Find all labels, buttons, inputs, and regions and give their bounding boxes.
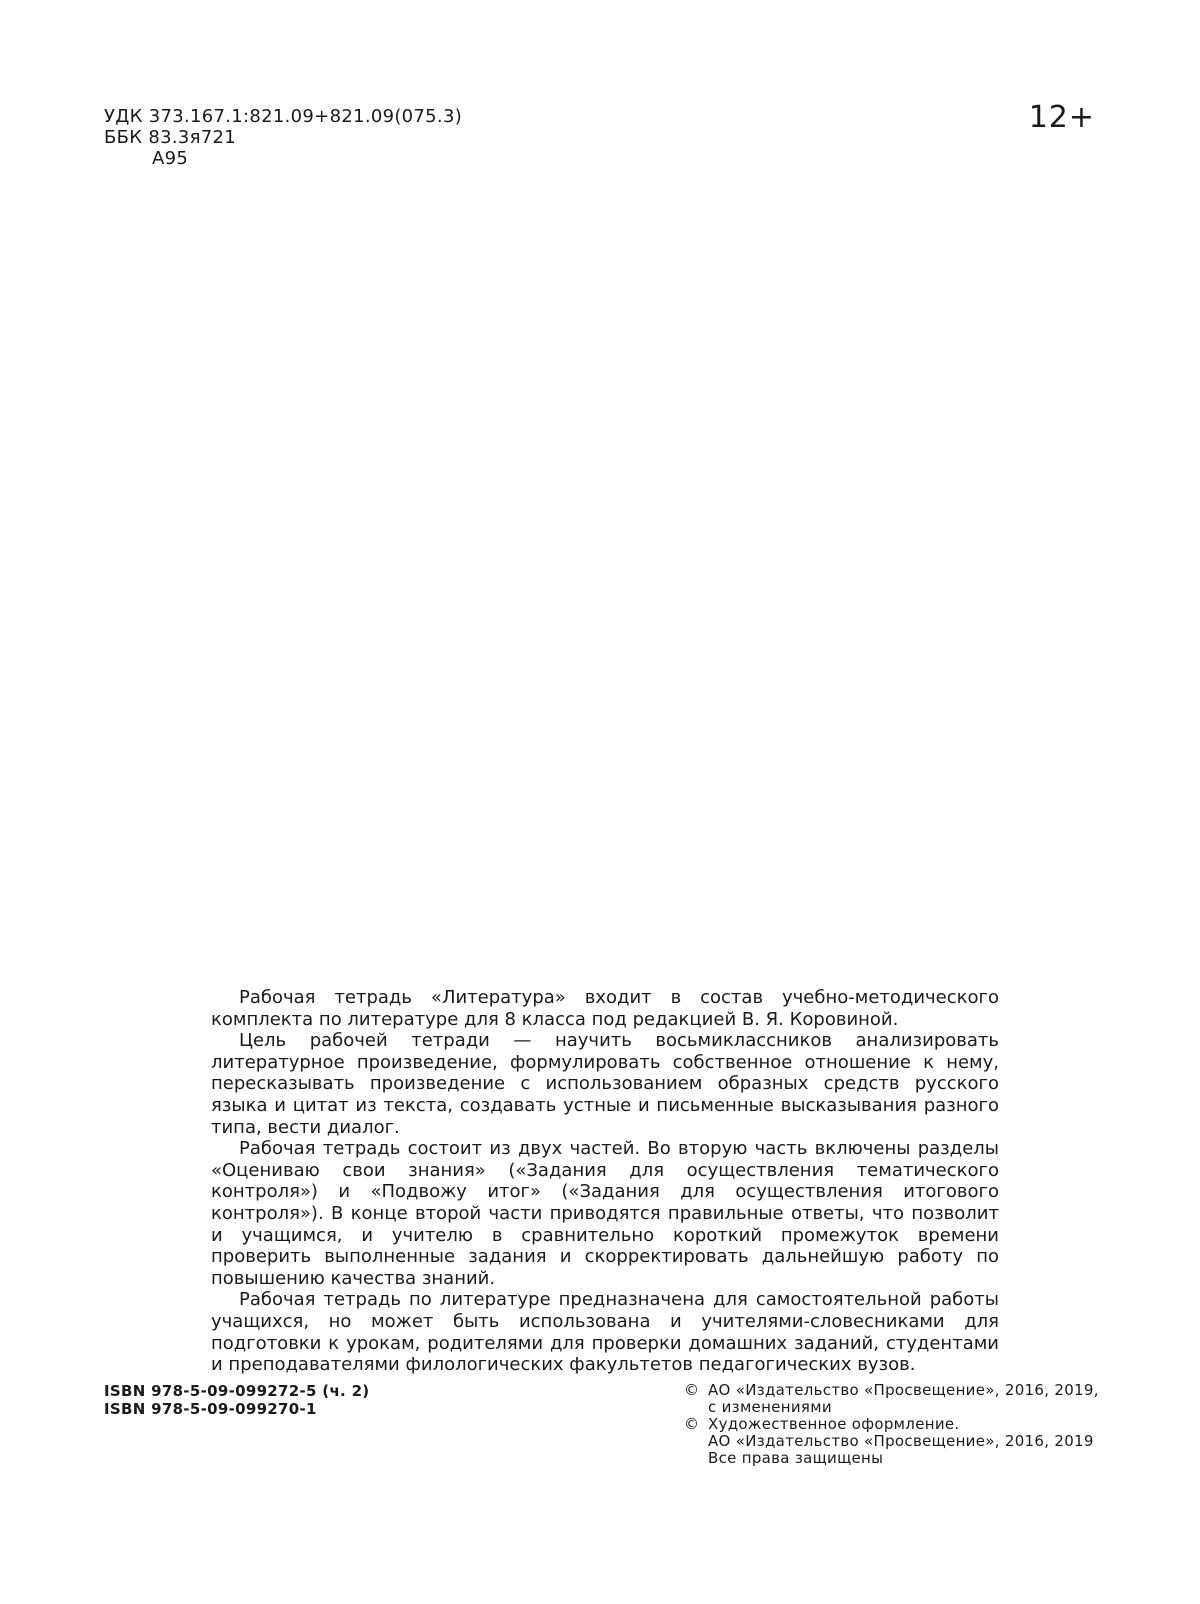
author-mark: А95 [152,148,189,169]
copyright-design [684,1416,1094,1467]
udk-code: УДК 373.167.1:821.09+821.09(075.3) [104,106,463,127]
copyright-icon: © [684,1415,700,1433]
copyright-design-publisher: АО «Издательство «Просвещение», 2016, 2019 [708,1432,1094,1450]
bbk-code: ББК 83.3я721 [104,127,237,148]
isbn-part: ISBN 978-5-09-099272-5 (ч. 2) [104,1382,370,1400]
copyright-design-title: Художественное оформление. [708,1415,960,1433]
classification-block [104,106,462,169]
annotation [211,987,999,1376]
isbn-block [104,1382,369,1418]
isbn-set: ISBN 978-5-09-099270-1 [104,1400,317,1418]
age-rating: 12+ [1028,100,1095,135]
annotation-paragraph: Цель рабочей тетради — научить восьмиклассников анализировать литературное произведение, формулировать собственное отношение к нему, пересказывать произведение с использованием образных средств русского языка и цитат из текста, создавать устные и письменные высказывания разного типа, вести диалог. [211,1030,999,1138]
copyright-publisher-note: с изменениями [708,1398,832,1416]
copyright-block [684,1381,1099,1467]
copyright-publisher [684,1381,1099,1416]
copyright-publisher-line: АО «Издательство «Просвещение», 2016, 2019, [708,1381,1099,1399]
copyright-icon: © [684,1381,700,1399]
annotation-paragraph: Рабочая тетрадь состоит из двух частей. Во вторую часть включены разделы «Оцениваю свои знания» («Задания для осуществления тематического контроля») и «Подвожу итог» («Задания для осуществления итогового контроля»). В конце второй части приводятся правильные ответы, что позволит и учащимся, и учителю в сравнительно короткий промежуток времени проверить выполненные задания и скорректировать дальнейшую работу по повышению качества знаний. [211,1138,999,1289]
annotation-paragraph: Рабочая тетрадь по литературе предназначена для самостоятельной работы учащихся, но может быть использована и учителями-словесниками для подготовки к урокам, родителями для проверки домашних заданий, студентами и преподавателями филологических факультетов педагогических вузов. [211,1289,999,1376]
annotation-paragraph: Рабочая тетрадь «Литература» входит в состав учебно-методического комплекта по литературе для 8 класса под редакцией В. Я. Коровиной. [211,987,999,1030]
copyright-rights: Все права защищены [708,1449,884,1467]
